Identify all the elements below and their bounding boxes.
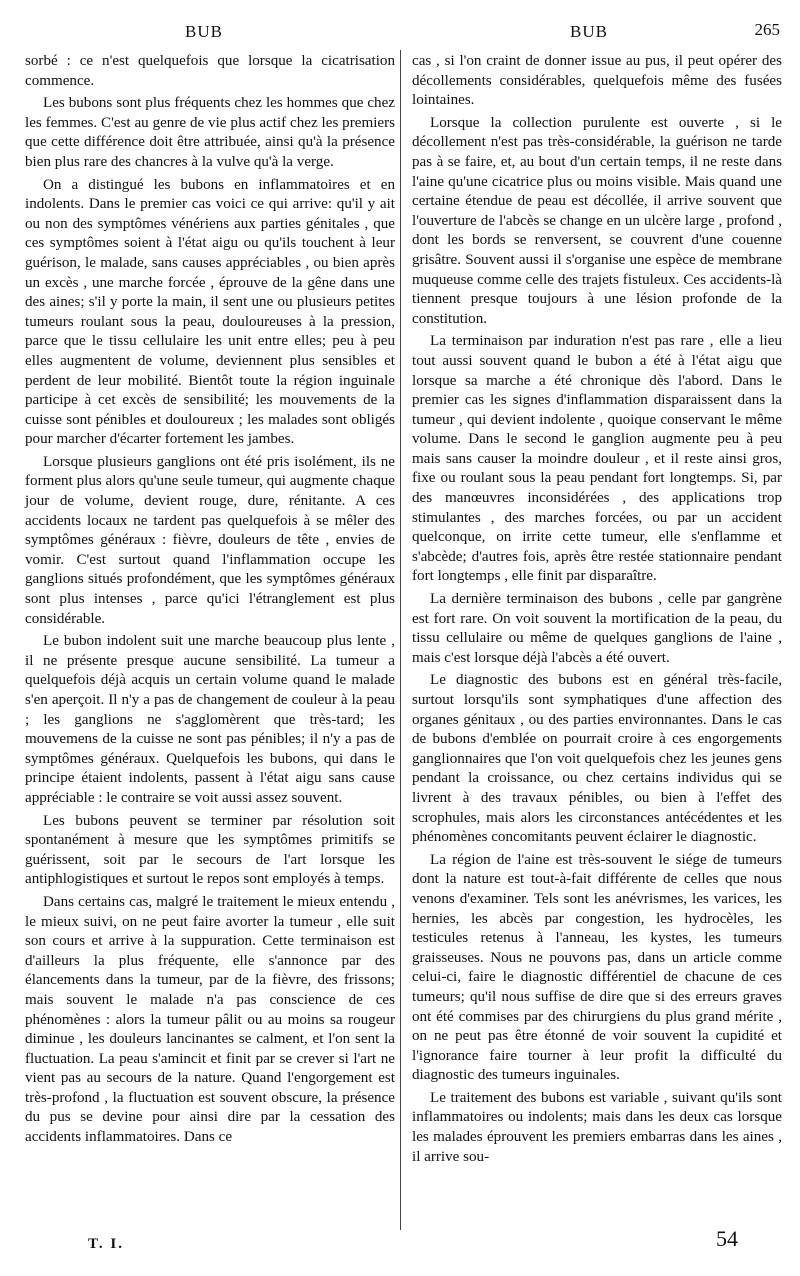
paragraph: Dans certains cas, malgré le traitement le mieux entendu , le mieux suivi, on ne peut faire avorter la tumeur , elle suit son cours et arrive à la suppuration. Cette terminaison est d'ailleurs la plus fréquente, elle s'annonce par des élancements dans la tumeur, par de la fièvre, des frissons; mais souvent le malade n'a pas conscience de ces phénomènes : alors la tumeur pâlit ou au moins sa rougeur diminue , les douleurs lancinantes se calment, et l'on sent la fluctuation. La peau s'amincit et finit par se crever si l'art ne vient pas au secours de la nature. Quand l'engorgement est très-profond , la fluctuation est souvent obscure, la présence du pus se devine pour ainsi dire par la cessation des accidents inflammatoires. Dans ce [25, 893, 395, 1146]
paragraph: Lorsque la collection purulente est ouverte , si le décollement n'est pas très-considérable, la guérison ne tarde pas à se faire, et, au bout d'un certain temps, il ne reste dans l'aine qu'une cicatrice plus ou moins visible. Mais quand une certaine étendue de peau est décollée, il arrive souvent que l'ouverture de l'abcès se change en un ulcère large , profond , dont les bords se renversent, se couvrent d'une couenne grisâtre. Souvent aussi il s'organise une espèce de membrane muqueuse comme celle des trajets fistuleux. Ces accidents-là tiennent presque toujours à une lésion profonde de la constitution. [412, 114, 782, 327]
paragraph: Lorsque plusieurs ganglions ont été pris isolément, ils ne forment plus alors qu'une seule tumeur, qui augmente chaque jour de volume, devient rouge, dure, rénitante. A ces accidents locaux ne tardent pas quelquefois à se mêler des symptômes généraux : fièvre, douleurs de tête , envies de vomir. C'est surtout quand l'inflammation occupe les ganglions situés profondément, que les symptômes généraux sont plus intenses , parce qu'ici l'étranglement est plus considérable. [25, 453, 395, 627]
page-number: 265 [754, 20, 780, 39]
sheet-number: 54 [716, 1226, 738, 1251]
paragraph: On a distingué les bubons en inflammatoires et en indolents. Dans le premier cas voici ce qui arrive: qu'il y ait ou non des symptômes vénériens aux parties génitales , que ces symptômes soient à l'état aigu ou qu'ils touchent à leur guérison, le malade, sans causes appréciables , ou bien après un excès , une marche forcée , éprouve de la gêne dans une des aines; s'il y porte la main, il sent une ou plusieurs petites tumeurs roulant sous la peau, douloureuses à la pression, parce que le tissu cellulaire les unit entre elles; peu à peu elles augmentent de volume, deviennent plus sensibles et perdent de leur mobilité. Bientôt toute la région inguinale participe à cet excès de sensibilité; les mouvements de la cuisse sont pénibles et douloureux ; les malades sont obligés pour marcher d'écarter fortement les jambes. [25, 176, 395, 448]
paragraph: La dernière terminaison des bubons , celle par gangrène est fort rare. On voit souvent la mortification de la peau, du tissu cellulaire ou même de quelques ganglions de l'aine , mais c'est lorsque déjà l'abcès a été ouvert. [412, 591, 782, 666]
left-running-head: BUB [185, 22, 223, 41]
right-column [412, 52, 782, 1170]
paragraph: La région de l'aine est très-souvent le siége de tumeurs dont la nature est tout-à-fait différente de celles que nous venons d'examiner. Tels sont les anévrismes, les varices, les hernies, les abcès par congestion, les hydrocèles, les testicules retenus à l'anneau, les kystes, les tumeurs graisseuses. Nous ne pouvons pas, dans un article comme celui-ci, faire le diagnostic différentiel de chacune de ces tumeurs; qu'il nous suffise de dire que si des erreurs graves ont été commises par des chirurgiens du plus grand mérite , on ne peut pas être étonné de voir souvent la cupidité et l'ignorance faire tourner à leur profit la difficulté du diagnostic des tumeurs inguinales. [412, 851, 782, 1084]
paragraph: sorbé : ce n'est quelquefois que lorsque la cicatrisation commence. [25, 53, 395, 89]
paragraph: La terminaison par induration n'est pas rare , elle a lieu tout aussi souvent quand le bubon a été à l'état aigu que lorsque sa marche a été chronique dès l'abord. Dans le premier cas les signes d'inflammation disparaissent dans la tumeur , qui devient indolente , quoique conservant le même volume. Dans le second le ganglion augmente peu à peu mais sans causer la moindre douleur , et il reste ainsi gros, fixe ou roulant sous la peau pendant fort longtemps. Si, par des manœuvres inconsidérées , des applications trop stimulantes , des marches forcées, ou par un accident quelconque, on irrite cette tumeur, elle s'enflamme et s'abcède; d'autres fois, après être restée stationnaire pendant fort longtemps , elle finit par disparaître. [412, 333, 782, 585]
paragraph: cas , si l'on craint de donner issue au pus, il peut opérer des décollements considérables, quelquefois même des fusées lointaines. [412, 53, 782, 109]
volume-signature: T. I. [88, 1236, 124, 1252]
paragraph: Les bubons sont plus fréquents chez les hommes que chez les femmes. C'est au genre de vie plus actif chez les premiers que cette différence doit être attribuée, ainsi qu'à la présence bien plus rare des chancres à la vulve qu'à la verge. [25, 95, 395, 170]
paragraph: Le diagnostic des bubons est en général très-facile, surtout lorsqu'ils sont symphatiques d'une affection des organes génitaux , ou des parties environnantes. Dans le cas de bubons d'emblée on pourrait croire à ces engorgements ganglionnaires que l'on voit quelquefois chez les jeunes gens pendant la croissance, ou chez certains individus qui se livrent à des travaux pénibles, ou bien à l'effet des scrophules, mais alors les circonstances antécédentes et les phénomènes concomitants peuvent éclairer le diagnostic. [412, 672, 782, 846]
paragraph: Le traitement des bubons est variable , suivant qu'ils sont inflammatoires ou indolents; mais dans les deux cas lorsque les malades éprouvent les premiers embarras dans les aines , il arrive sou- [412, 1089, 782, 1165]
right-running-head: BUB [570, 22, 608, 41]
column-divider [400, 50, 401, 1230]
paragraph: Les bubons peuvent se terminer par résolution soit spontanément à mesure que les symptômes primitifs se guérissent, soit par le secours de l'art lorsque les antiphlogistiques et surtout le repos sont employés à temps. [25, 812, 395, 888]
left-column [25, 52, 395, 1151]
paragraph: Le bubon indolent suit une marche beaucoup plus lente , il ne présente presque aucune sensibilité. La tumeur a quelquefois déjà acquis un certain volume quand le malade s'en aperçoit. Il n'y a pas de changement de couleur à la peau ; les ganglions ne s'agglomèrent que très-tard; les mouvemens de la cuisse ne sont pas pénibles; il n'y a pas de symptômes généraux. Quelquefois les bubons, qui dans le principe étaient indolents, passent à l'état aigu sans cause appréciable : le contraire se voit aussi assez souvent. [25, 633, 395, 806]
